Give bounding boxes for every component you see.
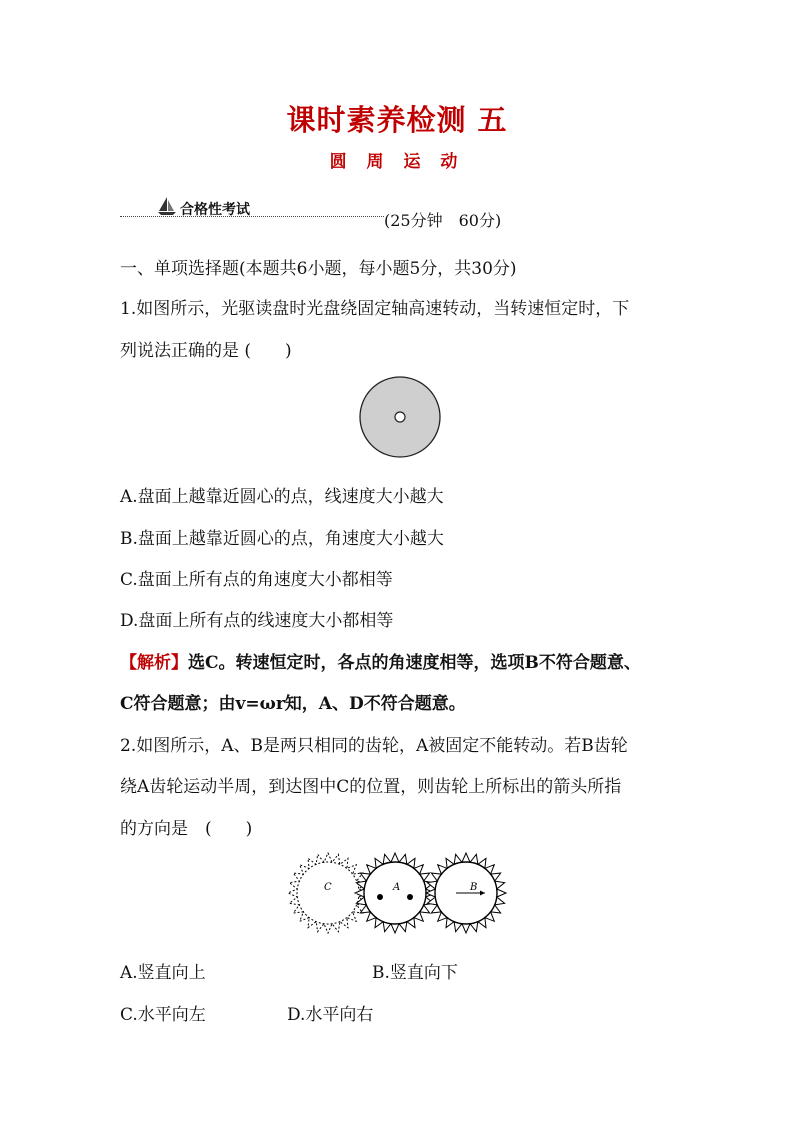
q1-analysis-line1: [120, 648, 641, 673]
q2-option-a: A.竖直向上: [120, 963, 206, 983]
q1-stem-line2: 列说法正确的是 ( ): [120, 341, 292, 361]
q2-option-c: C.水平向左: [120, 1005, 206, 1025]
exam-time-score: (25分钟 60分): [384, 211, 502, 230]
q1-option-c: C.盘面上所有点的角速度大小都相等: [120, 570, 393, 590]
gear-b-label: B: [470, 882, 478, 893]
exam-type-label: 合格性考试: [180, 202, 250, 218]
q1-option-b: B.盘面上越靠近圆心的点，角速度大小越大: [120, 529, 444, 549]
page-subtitle: 圆 周 运 动: [329, 152, 465, 172]
dotted-leader: [120, 216, 384, 217]
q1-analysis-line2: C符合题意；由v=ωr知，A、D不符合题意。: [120, 694, 466, 714]
page-title: 课时素养检测 五: [286, 103, 508, 137]
optical-disc-figure: [358, 375, 442, 459]
analysis-tag: 【解析】: [120, 653, 188, 673]
gear-a-dot-left: [377, 894, 383, 900]
section-heading: 一、单项选择题(本题共6小题，每小题5分，共30分): [120, 259, 517, 279]
q1-option-d: D.盘面上所有点的线速度大小都相等: [120, 611, 394, 631]
gear-a: [355, 853, 435, 933]
analysis-text-1: 选C。转速恒定时，各点的角速度相等，选项B不符合题意、: [188, 653, 641, 673]
gear-a-dot-right: [407, 894, 413, 900]
gear-c-label: C: [324, 882, 332, 893]
gears-figure: [286, 850, 510, 936]
gear-a-teeth: [355, 853, 435, 933]
q2-stem-line2: 绕A齿轮运动半周，到达图中C的位置，则齿轮上所标出的箭头所指: [120, 777, 622, 797]
exam-info-bar: [120, 196, 680, 230]
gear-a-label: A: [393, 882, 401, 893]
q2-stem-line3: 的方向是 ( ): [120, 819, 253, 839]
q2-option-b: B.竖直向下: [372, 963, 458, 983]
disc-center-hole: [395, 412, 405, 422]
q1-option-a: A.盘面上越靠近圆心的点，线速度大小越大: [120, 487, 444, 507]
sailboat-icon: [156, 196, 178, 216]
q2-stem-line1: 2.如图所示，A、B是两只相同的齿轮，A被固定不能转动。若B齿轮: [120, 736, 628, 756]
q1-stem-line1: 1.如图所示，光驱读盘时光盘绕固定轴高速转动，当转速恒定时，下: [120, 299, 630, 319]
q2-option-d: D.水平向右: [287, 1005, 374, 1025]
